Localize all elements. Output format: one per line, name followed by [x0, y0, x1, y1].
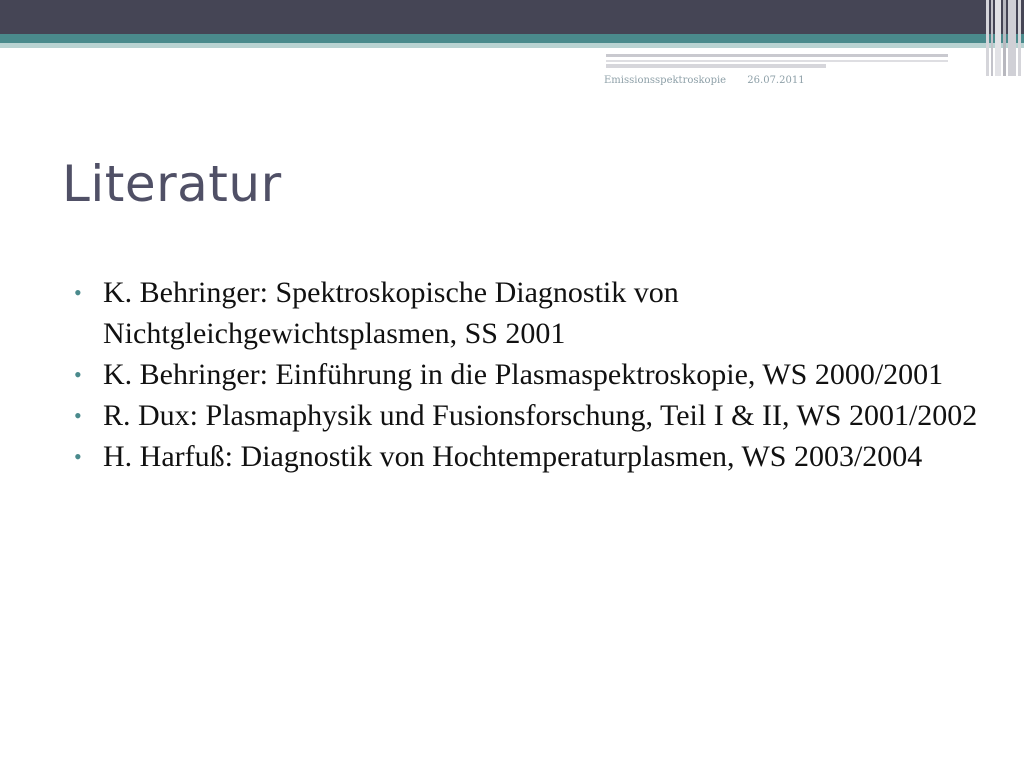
bullet-icon: •: [74, 280, 82, 305]
header-decor-line: [606, 64, 826, 68]
list-item-text: R. Dux: Plasmaphysik und Fusionsforschung, Teil I & II, WS 2001/2002: [103, 399, 978, 432]
bullet-icon: •: [74, 444, 82, 469]
list-item: [70, 354, 990, 395]
header-subject: Emissionsspektroskopie: [604, 75, 727, 86]
bullet-icon: •: [74, 403, 82, 428]
list-item: [70, 272, 990, 354]
slide-title: Literatur: [62, 155, 282, 213]
list-item: [70, 436, 990, 477]
header-decor-line: [606, 60, 948, 62]
header-band-light-teal: [0, 43, 1024, 48]
corner-stripes-decoration: [986, 0, 1024, 76]
literature-list: [70, 272, 990, 477]
header-date: 26.07.2011: [747, 75, 805, 86]
header-decor-line: [606, 54, 948, 57]
list-item-text: K. Behringer: Spektroskopische Diagnostik von Nichtgleichgewichtsplasmen, SS 2001: [103, 276, 679, 350]
bullet-icon: •: [74, 362, 82, 387]
list-item-text: H. Harfuß: Diagnostik von Hochtemperaturplasmen, WS 2003/2004: [103, 440, 923, 473]
header-meta: [604, 75, 805, 86]
header-band-teal: [0, 34, 1024, 43]
list-item-text: K. Behringer: Einführung in die Plasmaspektroskopie, WS 2000/2001: [103, 358, 944, 391]
header-band-dark: [0, 0, 1024, 34]
list-item: [70, 395, 990, 436]
